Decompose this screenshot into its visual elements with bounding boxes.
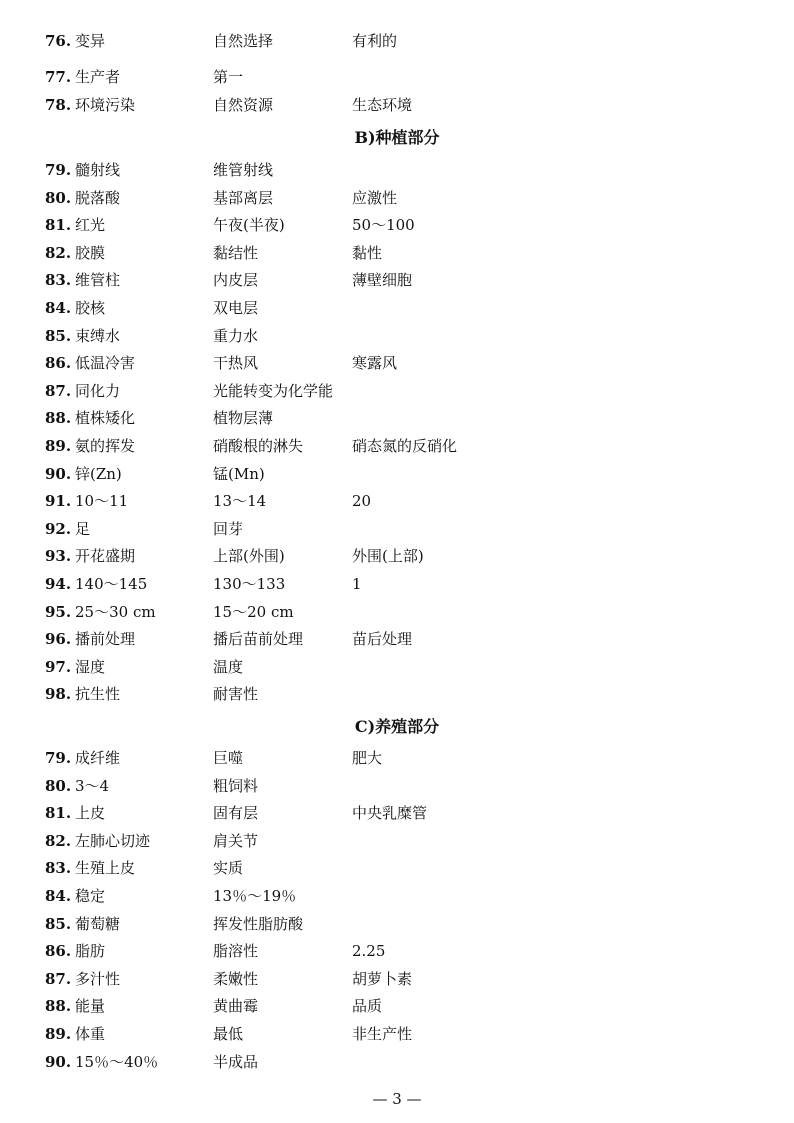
item-number: 94.: [45, 575, 72, 593]
answer-row: [0, 378, 794, 405]
answer-2: 13％～19％: [213, 887, 297, 905]
item-number: 87.: [45, 969, 72, 988]
answer-1: 生殖上皮: [75, 859, 136, 878]
item-number: 97.: [45, 657, 72, 676]
answer-1: 植株矮化: [75, 409, 136, 428]
answer-row: [0, 993, 794, 1020]
answer-1: 能量: [75, 997, 106, 1016]
answer-2: 130～133: [213, 575, 286, 593]
answer-2: 基部离层: [213, 188, 274, 207]
answer-1: 生产者: [75, 68, 121, 86]
item-number: 77.: [45, 68, 72, 86]
section-title-breeding: C)养殖部分: [354, 717, 440, 736]
answer-2: 午夜(半夜): [213, 216, 285, 235]
answer-2: 固有层: [213, 804, 259, 823]
item-number: 85.: [45, 326, 72, 345]
answer-row: [0, 212, 794, 239]
answer-row: [0, 828, 794, 855]
answer-2: 耐害性: [213, 685, 259, 704]
answer-row: [0, 681, 794, 708]
answer-2: 柔嫩性: [213, 969, 259, 988]
answer-2: 自然资源: [213, 95, 274, 114]
answer-1: 低温冷害: [75, 354, 136, 373]
item-number: 84.: [45, 299, 72, 317]
item-number: 76.: [45, 32, 72, 50]
answer-3: 苗后处理: [352, 630, 413, 649]
item-number: 91.: [45, 492, 72, 511]
item-number: 86.: [45, 942, 72, 961]
answer-3: 外围(上部): [352, 547, 424, 566]
answer-2: 巨噬: [213, 749, 244, 767]
answer-row: [0, 433, 794, 460]
answer-2: 维管射线: [213, 161, 274, 179]
answer-1: 3～4: [75, 776, 110, 795]
item-number: 87.: [45, 381, 72, 400]
answer-1: 多汁性: [75, 969, 121, 988]
section-title-planting: B)种植部分: [354, 128, 440, 147]
answer-2: 13～14: [213, 492, 267, 511]
answer-2: 15～20 cm: [213, 602, 294, 621]
answer-1: 左肺心切迹: [75, 831, 151, 850]
answer-3: 品质: [352, 997, 383, 1016]
answer-2: 黏结性: [213, 243, 259, 262]
answer-1: 开花盛期: [75, 547, 136, 566]
item-number: 81.: [45, 804, 72, 823]
answer-row: [0, 599, 794, 626]
answer-1: 脂肪: [75, 942, 106, 961]
item-number: 90.: [45, 464, 72, 483]
answer-1: 维管柱: [75, 271, 121, 290]
answer-1: 红光: [75, 216, 106, 235]
answer-2: 半成品: [213, 1052, 259, 1071]
answer-3: 黏性: [352, 243, 383, 262]
answer-1: 足: [75, 519, 91, 538]
answer-1: 环境污染: [75, 95, 136, 114]
answer-1: 锌(Zn): [75, 464, 122, 483]
answer-row: [0, 571, 794, 598]
answer-row: [0, 405, 794, 432]
answer-3: 50～100: [352, 216, 415, 235]
answer-1: 稳定: [75, 887, 106, 905]
item-number: 89.: [45, 1025, 72, 1043]
answer-2: 肩关节: [213, 831, 259, 850]
answer-1: 播前处理: [75, 630, 136, 649]
answer-row-partial: [0, 32, 794, 55]
item-number: 81.: [45, 216, 72, 235]
answer-3: 1: [352, 575, 362, 593]
answer-row: [0, 626, 794, 653]
answer-3: 寒露风: [352, 354, 398, 373]
answer-row: [0, 267, 794, 294]
answer-1: 变异: [75, 32, 106, 50]
item-number: 98.: [45, 685, 72, 704]
answer-1: 葡萄糖: [75, 914, 121, 933]
answer-1: 胶膜: [75, 243, 106, 262]
answer-row: [0, 516, 794, 543]
answer-2: 回芽: [213, 519, 244, 538]
page-number: — 3 —: [372, 1090, 422, 1108]
answer-2: 脂溶性: [213, 942, 259, 961]
answer-row: [0, 938, 794, 965]
answer-1: 成纤维: [75, 749, 121, 767]
answer-2: 上部(外围): [213, 547, 285, 566]
answer-2: 温度: [213, 657, 244, 676]
item-number: 86.: [45, 354, 72, 373]
answer-3: 应激性: [352, 188, 398, 207]
answer-row: [0, 654, 794, 681]
answer-row: [0, 773, 794, 800]
answer-1: 湿度: [75, 657, 106, 676]
item-number: 93.: [45, 547, 72, 566]
answer-3: 2.25: [352, 942, 386, 961]
item-number: 79.: [45, 749, 72, 767]
answer-1: 同化力: [75, 381, 121, 400]
item-number: 79.: [45, 161, 72, 179]
answer-3: 生态环境: [352, 95, 413, 114]
answer-row: [0, 543, 794, 570]
answer-row: [0, 350, 794, 377]
answer-1: 体重: [75, 1025, 106, 1043]
answer-row: [0, 800, 794, 827]
answer-3: 20: [352, 492, 372, 511]
answer-2: 重力水: [213, 326, 259, 345]
answer-2: 光能转变为化学能: [213, 381, 334, 400]
item-number: 84.: [45, 887, 72, 905]
item-number: 95.: [45, 602, 72, 621]
answer-2: 内皮层: [213, 271, 259, 290]
answer-row: [0, 1049, 794, 1076]
item-number: 92.: [45, 519, 72, 538]
answer-3: 非生产性: [352, 1025, 413, 1043]
answer-row: [0, 323, 794, 350]
answer-row: [0, 911, 794, 938]
answer-2: 粗饲料: [213, 776, 259, 795]
item-number: 83.: [45, 271, 72, 290]
item-number: 83.: [45, 859, 72, 878]
answer-row: [0, 745, 794, 772]
answer-2: 实质: [213, 859, 244, 878]
answer-2: 硝酸根的淋失: [213, 437, 304, 455]
item-number: 88.: [45, 997, 72, 1016]
answer-2: 自然选择: [213, 32, 274, 50]
answer-row: [0, 461, 794, 488]
item-number: 85.: [45, 914, 72, 933]
answer-row: [0, 64, 794, 91]
answer-3: 肥大: [352, 749, 383, 767]
answer-1: 抗生性: [75, 685, 121, 704]
answer-2: 黄曲霉: [213, 997, 259, 1016]
answer-1: 140～145: [75, 575, 148, 593]
answer-3: 胡萝卜素: [352, 969, 413, 988]
answer-2: 干热风: [213, 354, 259, 373]
item-number: 80.: [45, 776, 72, 795]
answer-2: 挥发性脂肪酸: [213, 914, 304, 933]
answer-1: 髓射线: [75, 161, 121, 179]
item-number: 90.: [45, 1052, 72, 1071]
answer-2: 最低: [213, 1025, 244, 1043]
answer-1: 15％～40％: [75, 1052, 159, 1071]
item-number: 78.: [45, 95, 72, 114]
answer-3: 硝态氮的反硝化: [352, 437, 458, 455]
answer-1: 束缚水: [75, 326, 121, 345]
answer-1: 氨的挥发: [75, 437, 136, 455]
answer-2: 双电层: [213, 299, 259, 317]
answer-row: [0, 185, 794, 212]
answer-2: 第一: [213, 68, 244, 86]
answer-1: 上皮: [75, 804, 106, 823]
item-number: 82.: [45, 243, 72, 262]
answer-2: 植物层薄: [213, 409, 274, 428]
answer-row: [0, 92, 794, 119]
answer-3: 中央乳糜管: [352, 804, 428, 823]
answer-row: [0, 295, 794, 322]
answer-2: 锰(Mn): [213, 464, 265, 483]
answer-row: [0, 240, 794, 267]
answer-row: [0, 883, 794, 910]
answer-row: [0, 1021, 794, 1048]
answer-1: 25～30 cm: [75, 602, 156, 621]
answer-row: [0, 488, 794, 515]
answer-3: 薄壁细胞: [352, 271, 413, 290]
answer-2: 播后苗前处理: [213, 630, 304, 649]
answer-3: 有利的: [352, 32, 398, 50]
item-number: 82.: [45, 831, 72, 850]
answer-1: 脱落酸: [75, 188, 121, 207]
answer-1: 10～11: [75, 492, 129, 511]
answer-row: [0, 966, 794, 993]
item-number: 88.: [45, 409, 72, 428]
answer-1: 胶核: [75, 299, 106, 317]
answer-row: [0, 855, 794, 882]
answer-row: [0, 157, 794, 184]
item-number: 96.: [45, 630, 72, 649]
item-number: 89.: [45, 437, 72, 455]
item-number: 80.: [45, 188, 72, 207]
